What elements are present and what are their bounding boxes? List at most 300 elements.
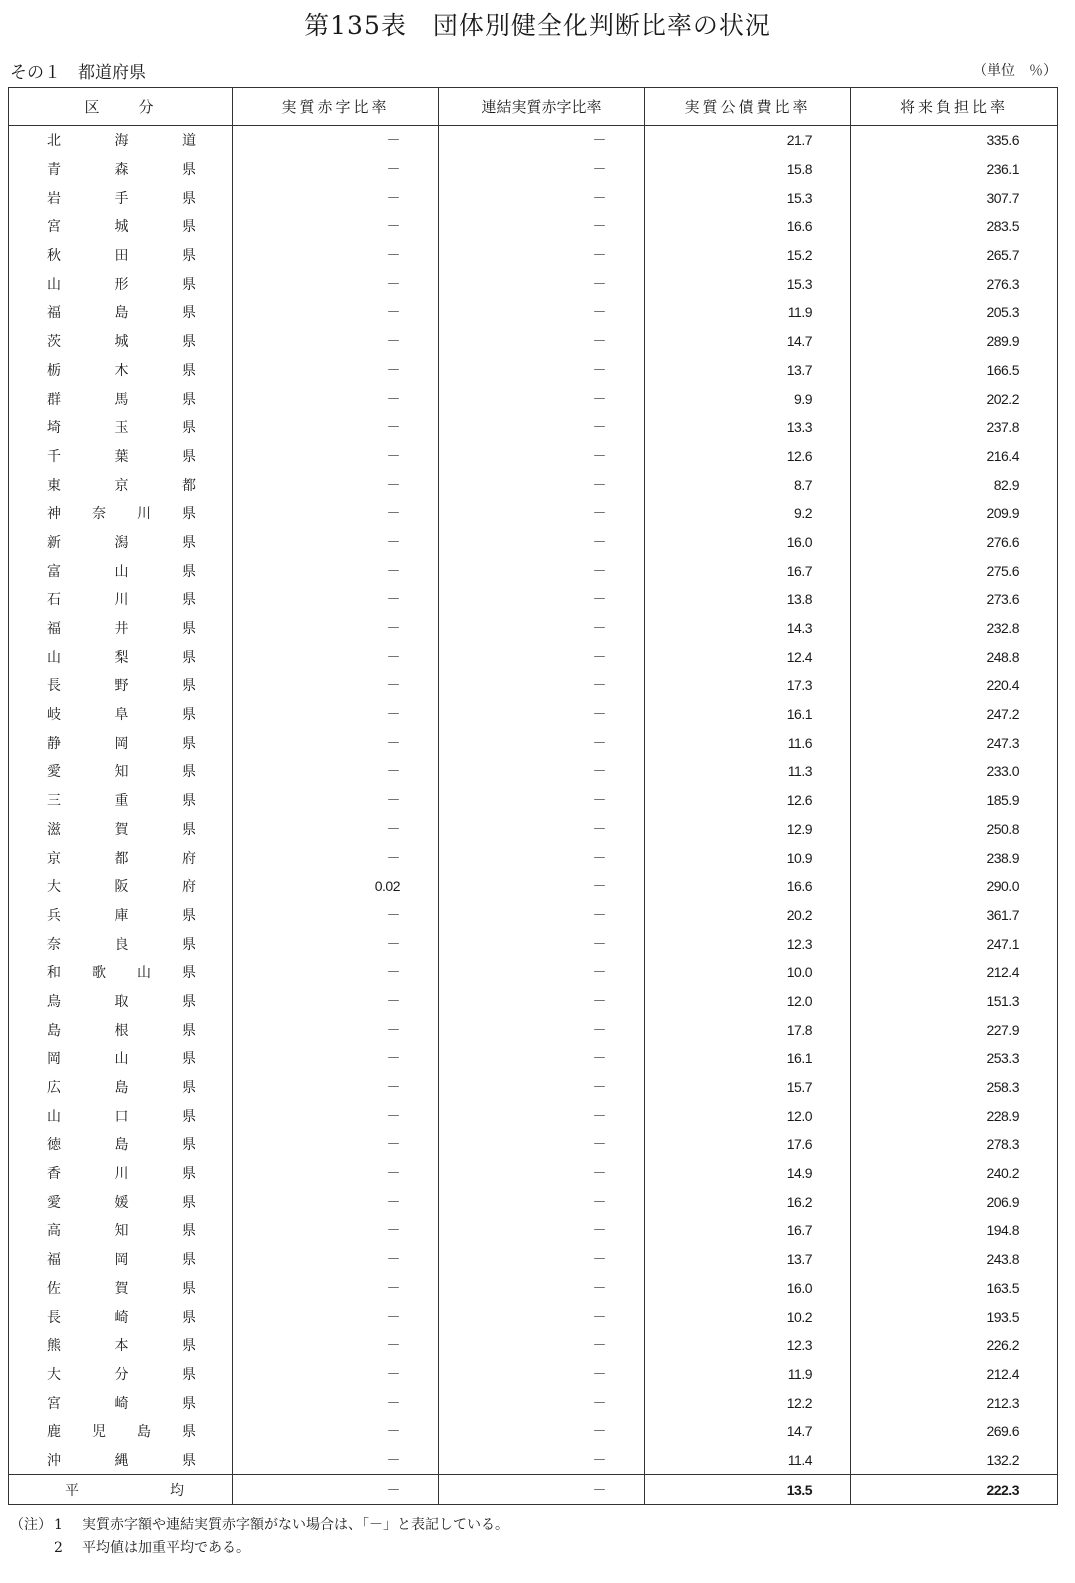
debt-service-ratio-cell: 15.2: [645, 241, 851, 270]
consolidated-deficit-ratio-cell: －: [439, 1302, 645, 1331]
consolidated-deficit-ratio-cell: －: [439, 642, 645, 671]
future-burden-ratio-cell: 240.2: [851, 1159, 1058, 1188]
consolidated-deficit-ratio-cell: －: [439, 327, 645, 356]
prefecture-name-cell: [9, 786, 233, 815]
future-burden-ratio-cell: 289.9: [851, 327, 1058, 356]
consolidated-deficit-ratio-cell: －: [439, 614, 645, 643]
header-category: 区 分: [9, 88, 233, 126]
prefecture-name-cell: [9, 384, 233, 413]
table-row: [9, 1073, 1058, 1102]
debt-service-ratio-cell: 11.6: [645, 728, 851, 757]
consolidated-deficit-ratio-cell: －: [439, 556, 645, 585]
deficit-ratio-cell: －: [233, 1274, 439, 1303]
debt-service-ratio-cell: 11.3: [645, 757, 851, 786]
future-burden-ratio-cell: 269.6: [851, 1417, 1058, 1446]
prefecture-name: 愛 知 県: [47, 764, 196, 781]
prefecture-name: 北 海 道: [47, 133, 196, 150]
table-row: [9, 126, 1058, 155]
consolidated-deficit-ratio-cell: －: [439, 1475, 645, 1505]
table-row: [9, 1446, 1058, 1475]
deficit-ratio-cell: －: [233, 1388, 439, 1417]
prefecture-name: 富 山 県: [47, 563, 196, 580]
deficit-ratio-cell: －: [233, 987, 439, 1016]
footnote-1: [10, 1514, 509, 1537]
prefecture-name: 福 井 県: [47, 621, 196, 638]
footnote-text: 平均値は加重平均である。: [82, 1540, 250, 1556]
debt-service-ratio-cell: 14.7: [645, 1417, 851, 1446]
consolidated-deficit-ratio-cell: －: [439, 1101, 645, 1130]
consolidated-deficit-ratio-cell: －: [439, 728, 645, 757]
prefecture-name-cell: [9, 757, 233, 786]
future-burden-ratio-cell: 205.3: [851, 298, 1058, 327]
prefecture-name-cell: [9, 929, 233, 958]
consolidated-deficit-ratio-cell: －: [439, 1044, 645, 1073]
unit-label: （単位 ％）: [973, 63, 1057, 79]
prefecture-name-cell: [9, 585, 233, 614]
future-burden-ratio-cell: 232.8: [851, 614, 1058, 643]
consolidated-deficit-ratio-cell: －: [439, 1245, 645, 1274]
prefecture-name: 大 阪 府: [47, 879, 196, 896]
table-row: [9, 1159, 1058, 1188]
header-consolidated-deficit-ratio: 連結実質赤字比率: [439, 88, 645, 126]
future-burden-ratio-cell: 335.6: [851, 126, 1058, 155]
table-row: [9, 728, 1058, 757]
deficit-ratio-cell: －: [233, 126, 439, 155]
prefecture-name: 岡 山 県: [47, 1051, 196, 1068]
deficit-ratio-cell: －: [233, 901, 439, 930]
deficit-ratio-cell: －: [233, 1073, 439, 1102]
future-burden-ratio-cell: 212.4: [851, 1360, 1058, 1389]
table-row: [9, 1302, 1058, 1331]
debt-service-ratio-cell: 16.6: [645, 872, 851, 901]
table-row: [9, 987, 1058, 1016]
debt-service-ratio-cell: 9.2: [645, 499, 851, 528]
consolidated-deficit-ratio-cell: －: [439, 499, 645, 528]
debt-service-ratio-cell: 17.6: [645, 1130, 851, 1159]
prefecture-name-cell: [9, 1101, 233, 1130]
prefecture-name: 福 島 県: [47, 305, 196, 322]
future-burden-ratio-cell: 278.3: [851, 1130, 1058, 1159]
debt-service-ratio-cell: 16.7: [645, 556, 851, 585]
table-row: [9, 1187, 1058, 1216]
debt-service-ratio-cell: 17.8: [645, 1015, 851, 1044]
prefecture-name: 徳 島 県: [47, 1137, 196, 1154]
prefecture-name: 沖 縄 県: [47, 1452, 196, 1469]
prefecture-name: 高 知 県: [47, 1223, 196, 1240]
prefecture-name-cell: [9, 958, 233, 987]
deficit-ratio-cell: －: [233, 757, 439, 786]
debt-service-ratio-cell: 14.3: [645, 614, 851, 643]
future-burden-ratio-cell: 82.9: [851, 470, 1058, 499]
prefecture-name-cell: [9, 1417, 233, 1446]
ratio-table: [8, 87, 1058, 1505]
prefecture-name: 京 都 府: [47, 850, 196, 867]
deficit-ratio-cell: －: [233, 1302, 439, 1331]
consolidated-deficit-ratio-cell: －: [439, 1274, 645, 1303]
table-row: [9, 298, 1058, 327]
debt-service-ratio-cell: 12.4: [645, 642, 851, 671]
consolidated-deficit-ratio-cell: －: [439, 269, 645, 298]
future-burden-ratio-cell: 206.9: [851, 1187, 1058, 1216]
future-burden-ratio-cell: 253.3: [851, 1044, 1058, 1073]
table-row: [9, 786, 1058, 815]
prefecture-name: 佐 賀 県: [47, 1280, 196, 1297]
debt-service-ratio-cell: 11.4: [645, 1446, 851, 1475]
deficit-ratio-cell: －: [233, 413, 439, 442]
consolidated-deficit-ratio-cell: －: [439, 1073, 645, 1102]
prefecture-name: 新 潟 県: [47, 534, 196, 551]
consolidated-deficit-ratio-cell: －: [439, 958, 645, 987]
consolidated-deficit-ratio-cell: －: [439, 700, 645, 729]
future-burden-ratio-cell: 276.6: [851, 528, 1058, 557]
prefecture-name-cell: [9, 901, 233, 930]
debt-service-ratio-cell: 15.3: [645, 183, 851, 212]
consolidated-deficit-ratio-cell: －: [439, 298, 645, 327]
deficit-ratio-cell: －: [233, 442, 439, 471]
deficit-ratio-cell: －: [233, 1187, 439, 1216]
prefecture-name: 石 川 県: [47, 592, 196, 609]
deficit-ratio-cell: －: [233, 183, 439, 212]
prefecture-name-cell: [9, 1388, 233, 1417]
deficit-ratio-cell: －: [233, 499, 439, 528]
deficit-ratio-cell: －: [233, 1417, 439, 1446]
debt-service-ratio-cell: 10.9: [645, 843, 851, 872]
consolidated-deficit-ratio-cell: －: [439, 815, 645, 844]
prefecture-name-cell: [9, 1245, 233, 1274]
debt-service-ratio-cell: 16.7: [645, 1216, 851, 1245]
consolidated-deficit-ratio-cell: －: [439, 1446, 645, 1475]
deficit-ratio-cell: －: [233, 642, 439, 671]
table-row: [9, 384, 1058, 413]
consolidated-deficit-ratio-cell: －: [439, 671, 645, 700]
prefecture-name-cell: [9, 1044, 233, 1073]
future-burden-ratio-cell: 193.5: [851, 1302, 1058, 1331]
table-row: [9, 1101, 1058, 1130]
prefecture-name: 滋 賀 県: [47, 821, 196, 838]
consolidated-deficit-ratio-cell: －: [439, 929, 645, 958]
deficit-ratio-cell: －: [233, 728, 439, 757]
footnote-text: 実質赤字額や連結実質赤字額がない場合は、「－」と表記している。: [82, 1517, 509, 1533]
future-burden-ratio-cell: 361.7: [851, 901, 1058, 930]
consolidated-deficit-ratio-cell: －: [439, 528, 645, 557]
future-burden-ratio-cell: 273.6: [851, 585, 1058, 614]
consolidated-deficit-ratio-cell: －: [439, 872, 645, 901]
prefecture-name: 青 森 県: [47, 162, 196, 179]
table-row: [9, 1015, 1058, 1044]
table-row: [9, 183, 1058, 212]
prefecture-name: 愛 媛 県: [47, 1194, 196, 1211]
debt-service-ratio-cell: 12.2: [645, 1388, 851, 1417]
prefecture-name: 長 野 県: [47, 678, 196, 695]
table-title: 第135表 団体別健全化判断比率の状況: [304, 11, 771, 40]
table-row: [9, 1130, 1058, 1159]
table-row: [9, 1245, 1058, 1274]
future-burden-ratio-cell: 220.4: [851, 671, 1058, 700]
future-burden-ratio-cell: 222.3: [851, 1475, 1058, 1505]
debt-service-ratio-cell: 11.9: [645, 298, 851, 327]
future-burden-ratio-cell: 236.1: [851, 155, 1058, 184]
prefecture-name: 秋 田 県: [47, 248, 196, 265]
prefecture-name: 山 口 県: [47, 1108, 196, 1125]
prefecture-name: 島 根 県: [47, 1022, 196, 1039]
prefecture-name-cell: [9, 1331, 233, 1360]
debt-service-ratio-cell: 15.3: [645, 269, 851, 298]
table-row: [9, 1331, 1058, 1360]
prefecture-name-cell: [9, 327, 233, 356]
prefecture-name: 長 崎 県: [47, 1309, 196, 1326]
table-row: [9, 1216, 1058, 1245]
consolidated-deficit-ratio-cell: －: [439, 1130, 645, 1159]
prefecture-name-cell: [9, 1130, 233, 1159]
prefecture-name-cell: [9, 728, 233, 757]
deficit-ratio-cell: －: [233, 1216, 439, 1245]
prefecture-name-cell: [9, 700, 233, 729]
table-row: [9, 1417, 1058, 1446]
deficit-ratio-cell: －: [233, 1101, 439, 1130]
deficit-ratio-cell: －: [233, 585, 439, 614]
deficit-ratio-cell: －: [233, 298, 439, 327]
prefecture-name: 香 川 県: [47, 1166, 196, 1183]
table-subtitle: その１ 都道府県: [10, 63, 146, 83]
future-burden-ratio-cell: 194.8: [851, 1216, 1058, 1245]
consolidated-deficit-ratio-cell: －: [439, 757, 645, 786]
consolidated-deficit-ratio-cell: －: [439, 442, 645, 471]
future-burden-ratio-cell: 209.9: [851, 499, 1058, 528]
debt-service-ratio-cell: 12.0: [645, 1101, 851, 1130]
deficit-ratio-cell: －: [233, 700, 439, 729]
prefecture-name-cell: [9, 413, 233, 442]
table-row: [9, 470, 1058, 499]
future-burden-ratio-cell: 243.8: [851, 1245, 1058, 1274]
deficit-ratio-cell: －: [233, 384, 439, 413]
table-row: [9, 241, 1058, 270]
prefecture-name: 和 歌 山 県: [47, 965, 196, 982]
deficit-ratio-cell: －: [233, 1331, 439, 1360]
debt-service-ratio-cell: 17.3: [645, 671, 851, 700]
table-row: [9, 442, 1058, 471]
deficit-ratio-cell: －: [233, 614, 439, 643]
deficit-ratio-cell: －: [233, 815, 439, 844]
table-row: [9, 212, 1058, 241]
prefecture-name-cell: [9, 212, 233, 241]
consolidated-deficit-ratio-cell: －: [439, 126, 645, 155]
table-row: [9, 843, 1058, 872]
debt-service-ratio-cell: 21.7: [645, 126, 851, 155]
prefecture-name-cell: [9, 126, 233, 155]
debt-service-ratio-cell: 12.0: [645, 987, 851, 1016]
prefecture-name: 岩 手 県: [47, 190, 196, 207]
debt-service-ratio-cell: 16.2: [645, 1187, 851, 1216]
deficit-ratio-cell: －: [233, 786, 439, 815]
debt-service-ratio-cell: 12.9: [645, 815, 851, 844]
consolidated-deficit-ratio-cell: －: [439, 1159, 645, 1188]
deficit-ratio-cell: －: [233, 1446, 439, 1475]
debt-service-ratio-cell: 12.3: [645, 929, 851, 958]
prefecture-name-cell: [9, 1073, 233, 1102]
deficit-ratio-cell: －: [233, 528, 439, 557]
prefecture-name-cell: [9, 269, 233, 298]
table-row: [9, 815, 1058, 844]
prefecture-name-cell: [9, 1475, 233, 1505]
consolidated-deficit-ratio-cell: －: [439, 843, 645, 872]
debt-service-ratio-cell: 13.7: [645, 356, 851, 385]
prefecture-name: 福 岡 県: [47, 1252, 196, 1269]
consolidated-deficit-ratio-cell: －: [439, 987, 645, 1016]
prefecture-name-cell: [9, 470, 233, 499]
prefecture-name-cell: [9, 614, 233, 643]
prefecture-name-cell: [9, 987, 233, 1016]
table-row: [9, 327, 1058, 356]
table-row: [9, 929, 1058, 958]
future-burden-ratio-cell: 290.0: [851, 872, 1058, 901]
prefecture-name-cell: [9, 1187, 233, 1216]
prefecture-name-cell: [9, 183, 233, 212]
deficit-ratio-cell: －: [233, 1159, 439, 1188]
future-burden-ratio-cell: 283.5: [851, 212, 1058, 241]
table-row: [9, 556, 1058, 585]
debt-service-ratio-cell: 9.9: [645, 384, 851, 413]
prefecture-name: 茨 城 県: [47, 334, 196, 351]
debt-service-ratio-cell: 8.7: [645, 470, 851, 499]
prefecture-name: 山 梨 県: [47, 649, 196, 666]
deficit-ratio-cell: －: [233, 671, 439, 700]
table-row: [9, 1274, 1058, 1303]
table-row: [9, 872, 1058, 901]
prefecture-name-cell: [9, 499, 233, 528]
prefecture-name: 熊 本 県: [47, 1338, 196, 1355]
prefecture-name: 鳥 取 県: [47, 993, 196, 1010]
prefecture-name-cell: [9, 815, 233, 844]
deficit-ratio-cell: －: [233, 356, 439, 385]
future-burden-ratio-cell: 163.5: [851, 1274, 1058, 1303]
prefecture-name: 広 島 県: [47, 1080, 196, 1097]
prefecture-name: 宮 城 県: [47, 219, 196, 236]
deficit-ratio-cell: 0.02: [233, 872, 439, 901]
consolidated-deficit-ratio-cell: －: [439, 356, 645, 385]
debt-service-ratio-cell: 12.6: [645, 786, 851, 815]
deficit-ratio-cell: －: [233, 155, 439, 184]
debt-service-ratio-cell: 13.7: [645, 1245, 851, 1274]
prefecture-name: 大 分 県: [47, 1366, 196, 1383]
deficit-ratio-cell: －: [233, 1044, 439, 1073]
prefecture-name-cell: [9, 442, 233, 471]
table-row: [9, 671, 1058, 700]
prefecture-name-cell: [9, 1274, 233, 1303]
average-row: [9, 1475, 1058, 1505]
consolidated-deficit-ratio-cell: －: [439, 183, 645, 212]
debt-service-ratio-cell: 13.5: [645, 1475, 851, 1505]
table-row: [9, 585, 1058, 614]
table-row: [9, 757, 1058, 786]
debt-service-ratio-cell: 16.1: [645, 1044, 851, 1073]
future-burden-ratio-cell: 151.3: [851, 987, 1058, 1016]
future-burden-ratio-cell: 185.9: [851, 786, 1058, 815]
table-row: [9, 413, 1058, 442]
prefecture-name-cell: [9, 843, 233, 872]
table-row: [9, 700, 1058, 729]
prefecture-name: 奈 良 県: [47, 936, 196, 953]
debt-service-ratio-cell: 10.2: [645, 1302, 851, 1331]
future-burden-ratio-cell: 250.8: [851, 815, 1058, 844]
debt-service-ratio-cell: 13.8: [645, 585, 851, 614]
consolidated-deficit-ratio-cell: －: [439, 241, 645, 270]
footnotes: [10, 1514, 509, 1560]
footnote-label: （注）: [10, 1517, 52, 1533]
table-row: [9, 356, 1058, 385]
footnote-2: [10, 1537, 509, 1560]
future-burden-ratio-cell: 238.9: [851, 843, 1058, 872]
debt-service-ratio-cell: 16.1: [645, 700, 851, 729]
debt-service-ratio-cell: 16.0: [645, 528, 851, 557]
prefecture-name: 三 重 県: [47, 793, 196, 810]
prefecture-name-cell: [9, 1446, 233, 1475]
table-row: [9, 1360, 1058, 1389]
header-future-burden-ratio: 将来負担比率: [851, 88, 1058, 126]
future-burden-ratio-cell: 226.2: [851, 1331, 1058, 1360]
prefecture-name: 山 形 県: [47, 276, 196, 293]
prefecture-name-cell: [9, 155, 233, 184]
table-row: [9, 1044, 1058, 1073]
table-row: [9, 499, 1058, 528]
debt-service-ratio-cell: 16.0: [645, 1274, 851, 1303]
consolidated-deficit-ratio-cell: －: [439, 786, 645, 815]
consolidated-deficit-ratio-cell: －: [439, 413, 645, 442]
debt-service-ratio-cell: 15.8: [645, 155, 851, 184]
future-burden-ratio-cell: 258.3: [851, 1073, 1058, 1102]
header-row: [9, 88, 1058, 126]
prefecture-name-cell: [9, 241, 233, 270]
debt-service-ratio-cell: 10.0: [645, 958, 851, 987]
future-burden-ratio-cell: 212.4: [851, 958, 1058, 987]
debt-service-ratio-cell: 15.7: [645, 1073, 851, 1102]
consolidated-deficit-ratio-cell: －: [439, 1187, 645, 1216]
prefecture-name: 宮 崎 県: [47, 1395, 196, 1412]
table-row: [9, 901, 1058, 930]
future-burden-ratio-cell: 233.0: [851, 757, 1058, 786]
prefecture-name-cell: [9, 528, 233, 557]
prefecture-name: 鹿 児 島 県: [47, 1424, 196, 1441]
header-debt-service-ratio: 実質公債費比率: [645, 88, 851, 126]
consolidated-deficit-ratio-cell: －: [439, 1360, 645, 1389]
table-row: [9, 155, 1058, 184]
prefecture-name-cell: [9, 1216, 233, 1245]
prefecture-name-cell: [9, 671, 233, 700]
consolidated-deficit-ratio-cell: －: [439, 212, 645, 241]
deficit-ratio-cell: －: [233, 929, 439, 958]
future-burden-ratio-cell: 265.7: [851, 241, 1058, 270]
deficit-ratio-cell: －: [233, 556, 439, 585]
future-burden-ratio-cell: 227.9: [851, 1015, 1058, 1044]
consolidated-deficit-ratio-cell: －: [439, 470, 645, 499]
future-burden-ratio-cell: 307.7: [851, 183, 1058, 212]
header-deficit-ratio: 実質赤字比率: [233, 88, 439, 126]
prefecture-name-cell: [9, 1360, 233, 1389]
prefecture-name-cell: [9, 642, 233, 671]
table-row: [9, 642, 1058, 671]
prefecture-name-cell: [9, 1302, 233, 1331]
table-row: [9, 528, 1058, 557]
consolidated-deficit-ratio-cell: －: [439, 1015, 645, 1044]
footnote-number: 1: [54, 1517, 63, 1533]
debt-service-ratio-cell: 13.3: [645, 413, 851, 442]
deficit-ratio-cell: －: [233, 1245, 439, 1274]
deficit-ratio-cell: －: [233, 958, 439, 987]
prefecture-name: 埼 玉 県: [47, 420, 196, 437]
prefecture-name: 兵 庫 県: [47, 907, 196, 924]
prefecture-name-cell: [9, 356, 233, 385]
debt-service-ratio-cell: 11.9: [645, 1360, 851, 1389]
consolidated-deficit-ratio-cell: －: [439, 384, 645, 413]
